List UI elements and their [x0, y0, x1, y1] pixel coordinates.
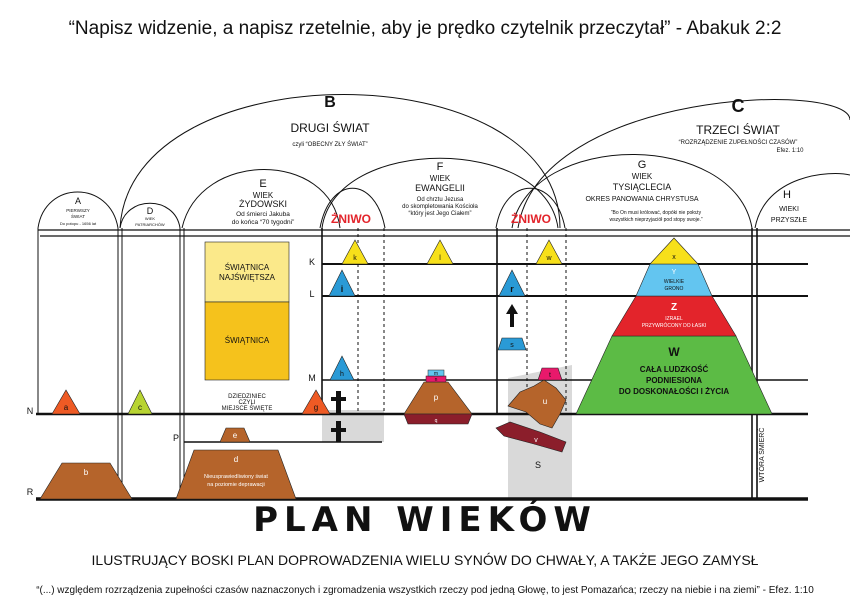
- pyramid-y-label: Y: [671, 269, 677, 276]
- figure-d-caption-1: Nieusprawiedliwiony świat: [204, 474, 268, 480]
- age-e-line1: WIEK: [252, 191, 274, 200]
- world-b-desc: czyli “OBECNY ZŁY ŚWIAT”: [292, 142, 368, 148]
- age-a-line2: ŚWIAT: [71, 214, 85, 219]
- pyramid-w-caption-2: PODNIESIONA: [645, 376, 703, 385]
- pyramid-w-caption-3: DO DOSKONAŁOŚCI I ŻYCIA: [618, 387, 730, 396]
- figure-n-label: n: [434, 377, 438, 383]
- figure-s2-label: S: [534, 460, 542, 470]
- age-a-line3: Do potopu - 1656 lat: [59, 221, 97, 226]
- harvest-label-1: ŻNIWO: [331, 212, 371, 226]
- world-c-desc: “ROZRZĄDZENIE ZUPEŁNOŚCI CZASÓW”: [678, 140, 798, 146]
- age-h-letter: H: [783, 189, 791, 201]
- figure-p-label: p: [433, 393, 439, 402]
- arc-world-b: [120, 95, 560, 229]
- age-d-line2: PATRIARCHÓW: [135, 222, 165, 227]
- figure-s-label: s: [510, 342, 514, 349]
- figure-i-label: i: [340, 284, 344, 294]
- age-g-line1: WIEK: [631, 172, 653, 181]
- pyramid-y-caption-1: WIELKIE: [663, 279, 685, 285]
- second-death-label: WTÓRA ŚMIERĆ: [759, 427, 766, 483]
- figure-e-label: e: [232, 431, 238, 440]
- age-h-line1: WIEKI: [779, 206, 799, 213]
- pyramid-z-caption-1: IZRAEL: [665, 316, 683, 322]
- pyramid-y-caption-2: GRONO: [664, 286, 684, 292]
- age-g-line3: OKRES PANOWANIA CHRYSTUSA: [585, 196, 699, 203]
- age-g-line4: “Bo On musi królować, dopóki nie położy: [610, 210, 702, 216]
- age-h-line2: PRZYSZŁE: [770, 217, 808, 224]
- age-d-line1: WIEK: [144, 216, 156, 221]
- figure-d-caption-2: na poziomie deprawacji: [207, 482, 265, 488]
- figure-k-label: k: [353, 255, 357, 262]
- arrow-up-icon: [506, 304, 518, 327]
- plane-r-label: R: [26, 487, 34, 497]
- figure-l-label: l: [439, 255, 441, 262]
- pyramid-w-label: W: [668, 345, 680, 359]
- page-title: PLAN WIEKÓW: [253, 500, 597, 540]
- world-b-name: DRUGI ŚWIAT: [290, 121, 370, 135]
- arc-world-c: [518, 100, 850, 228]
- age-d-letter: D: [146, 206, 154, 216]
- plane-p-label: P: [172, 433, 180, 443]
- age-e-line2: ŻYDOWSKI: [238, 199, 288, 209]
- age-e-letter: E: [259, 178, 267, 190]
- figure-q-label: q: [434, 418, 438, 424]
- figure-w-label: w: [546, 255, 552, 262]
- figure-d-label: d: [233, 455, 239, 464]
- age-f-line1: WIEK: [429, 174, 451, 183]
- age-g-line2: TYSIĄCLECIA: [612, 182, 672, 192]
- figure-a-label: a: [63, 403, 69, 412]
- figure-h-label: h: [340, 371, 344, 378]
- figure-v-label: v: [534, 437, 538, 444]
- figure-t-label: t: [549, 372, 551, 379]
- age-f-letter: F: [436, 161, 444, 173]
- age-e-line4: do końca “70 tygodni”: [231, 219, 295, 226]
- figure-b-label: b: [83, 468, 89, 477]
- age-f-line5: “który jest Jego Ciałem”: [408, 211, 472, 217]
- pyramid-z-caption-2: PRZYWRÓCONY DO ŁASKI: [641, 323, 707, 329]
- figure-c-label: c: [138, 403, 142, 412]
- court-label-3: MIEJSCE ŚWIĘTE: [221, 406, 273, 412]
- plane-k-label: K: [308, 257, 316, 267]
- court-label-2: CZYLI: [238, 400, 256, 406]
- pyramid-z-label: Z: [670, 302, 678, 313]
- pyramid-x-label: x: [672, 254, 676, 261]
- figure-u-label: u: [542, 397, 548, 406]
- world-c-ref: Efez. 1:10: [776, 148, 804, 154]
- age-f-line3: Od chrztu Jezusa: [416, 197, 464, 203]
- world-b-letter: B: [324, 94, 336, 111]
- page-subtitle: ILUSTRUJĄCY BOSKI PLAN DOPROWADZENIA WIELU SYNÓW DO CHWAŁY, A TAKŻE JEGO ZAMYSŁ: [91, 552, 759, 568]
- tabernacle-holy-label: ŚWIĄTNICA: [224, 336, 270, 345]
- plane-l-label: L: [309, 289, 315, 299]
- pyramid-w-caption-1: CAŁA LUDZKOŚĆ: [639, 365, 709, 374]
- tabernacle-holiest-label-1: ŚWIĄTNICA: [224, 263, 270, 272]
- harvest-label-2: ŻNIWO: [511, 212, 551, 226]
- plane-m-label: M: [308, 373, 316, 383]
- page-footer-quote: “(...) względem rozrządzenia zupełności czasów naznaczonych i zgromadzenia wszystkich rzeczy pod jedną Głowę, to jest Pomazańca; rzeczy na niebie i na ziemi” - Efez. 1:10: [36, 585, 814, 596]
- world-c-letter: C: [731, 96, 745, 116]
- age-f-line4: do skompletowania Kościoła: [402, 204, 478, 210]
- age-g-letter: G: [637, 159, 647, 171]
- age-a-letter: A: [74, 196, 82, 206]
- age-f-line2: EWANGELII: [415, 183, 465, 193]
- figure-r-label: r: [510, 284, 514, 294]
- age-e-line3: Od śmierci Jakuba: [236, 211, 290, 218]
- age-g-line5: wszystkich nieprzyjaciół pod stopy swoje.”: [609, 217, 703, 223]
- page-quote: “Napisz widzenie, a napisz rzetelnie, aby je prędko czytelnik przeczytał” - Abakuk 2:2: [68, 18, 782, 39]
- world-c-name: TRZECI ŚWIAT: [696, 123, 780, 137]
- court-label-1: DZIEDZINIEC: [228, 394, 266, 400]
- tabernacle-holiest: [205, 242, 289, 302]
- figure-g-label: g: [313, 403, 319, 412]
- tabernacle-holiest-label-2: NAJŚWIĘTSZA: [218, 273, 276, 282]
- age-a-line1: PIERWSZY: [66, 208, 90, 213]
- plane-n-label: N: [26, 406, 34, 416]
- figure-m-label: m: [433, 371, 439, 377]
- figure-q: [404, 414, 472, 424]
